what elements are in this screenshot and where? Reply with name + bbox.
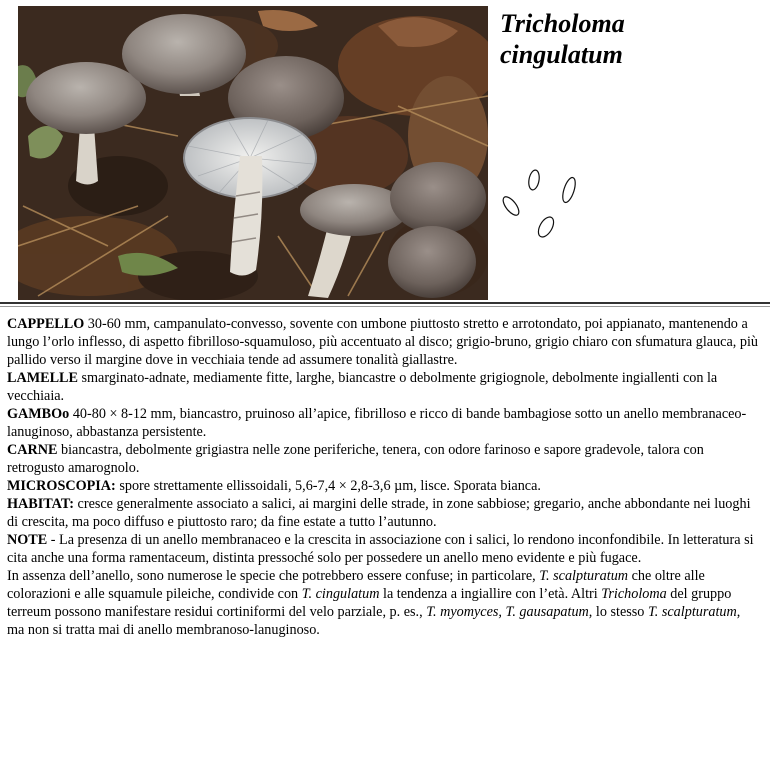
note2-species: T. scalpturatum [647, 604, 737, 620]
note2-text: In assenza dell’anello, sono numerose le specie che potrebbero essere confuse; in particolare, [7, 568, 540, 584]
text-gambo: 40-80 × 8-12 mm, biancastro, pruinoso all’apice, fibrilloso e ricco di bande bambagiose sotto un anello membranaceo-lanuginoso, abbastanza persistente. [7, 406, 747, 440]
divider [0, 306, 770, 307]
note2-species: T. myomyces, T. gausapatum, [426, 604, 593, 620]
section-carne [7, 441, 759, 477]
section-note-confusion [7, 567, 759, 639]
label-cappello: CAPPELLO [7, 316, 85, 332]
section-lamelle [7, 369, 759, 405]
spore-outline [560, 176, 578, 204]
text-carne: biancastra, debolmente grigiastra nelle zone periferiche, tenera, con odore farinoso e sapore gradevole, talora con retrogusto amarognolo. [7, 442, 704, 476]
text-cappello: 30-60 mm, campanulato-convesso, sovente con umbone piuttosto stretto e arrotondato, poi appianato, mantenendo a lungo l’orlo inflesso, di aspetto fibrilloso-squamuloso, più accentuato al disco; grigio-bruno, grigio chiaro con sfumatura glauca, più pallido verso il margine dove in vecchiaia tende ad assumere tonalità giallastre. [7, 316, 758, 368]
note2-genus: Tricholoma [601, 586, 667, 602]
label-habitat: HABITAT: [7, 496, 74, 512]
spore-outline [535, 214, 556, 239]
section-cappello [7, 315, 759, 369]
section-microscopia [7, 477, 759, 495]
species-title [500, 8, 625, 70]
note2-species: T. scalpturatum [539, 568, 629, 584]
note2-text: , ma non si tratta mai di anello membranoso-lanuginoso. [7, 604, 741, 638]
note2-text: che oltre alle colorazioni e alle squamule pileiche, condivide con [7, 568, 705, 602]
label-carne: CARNE [7, 442, 58, 458]
title-genus: Tricholoma [500, 9, 625, 38]
label-lamelle: LAMELLE [7, 370, 78, 386]
mushroom-photo [18, 6, 488, 300]
spore-outline [500, 194, 521, 217]
note2-text: lo stesso [592, 604, 648, 620]
divider [0, 302, 770, 304]
spore-outline [527, 169, 540, 190]
note2-species: T. cingulatum [301, 586, 380, 602]
text-lamelle: smarginato-adnate, mediamente fitte, larghe, biancastre o debolmente grigiognole, debolmente ingiallenti con la vecchiaia. [7, 370, 718, 404]
text-microscopia: spore strettamente ellissoidali, 5,6-7,4 × 2,8-3,6 µm, lisce. Sporata bianca. [115, 478, 541, 494]
label-gambo: GAMBOo [7, 406, 70, 422]
label-note: NOTE [7, 532, 48, 548]
spore-drawing [498, 164, 582, 242]
label-microscopia: MICROSCOPIA: [7, 478, 116, 494]
description [7, 315, 759, 639]
section-gambo [7, 405, 759, 441]
section-note [7, 531, 759, 567]
note2-text: la tendenza a ingiallire con l’età. Altri [379, 586, 602, 602]
title-species: cingulatum [500, 40, 623, 69]
text-note: - La presenza di un anello membranaceo e la crescita in associazione con i salici, lo rendono inconfondibile. In letteratura si cita anche una forma ramentaceum, distinta pressoché solo per possedere un anello meno evidente e più fugace. [7, 532, 754, 566]
section-habitat [7, 495, 759, 531]
note2-text: del gruppo terreum possono manifestare residui cortiniformi del velo parziale, p. es., [7, 586, 732, 620]
text-habitat: cresce generalmente associato a salici, ai margini delle strade, in zone sabbiose; gregario, anche abbondante nei luoghi di crescita, ma poco diffuso e piuttosto raro; da fine estate a tutto l’autunno. [7, 496, 751, 530]
